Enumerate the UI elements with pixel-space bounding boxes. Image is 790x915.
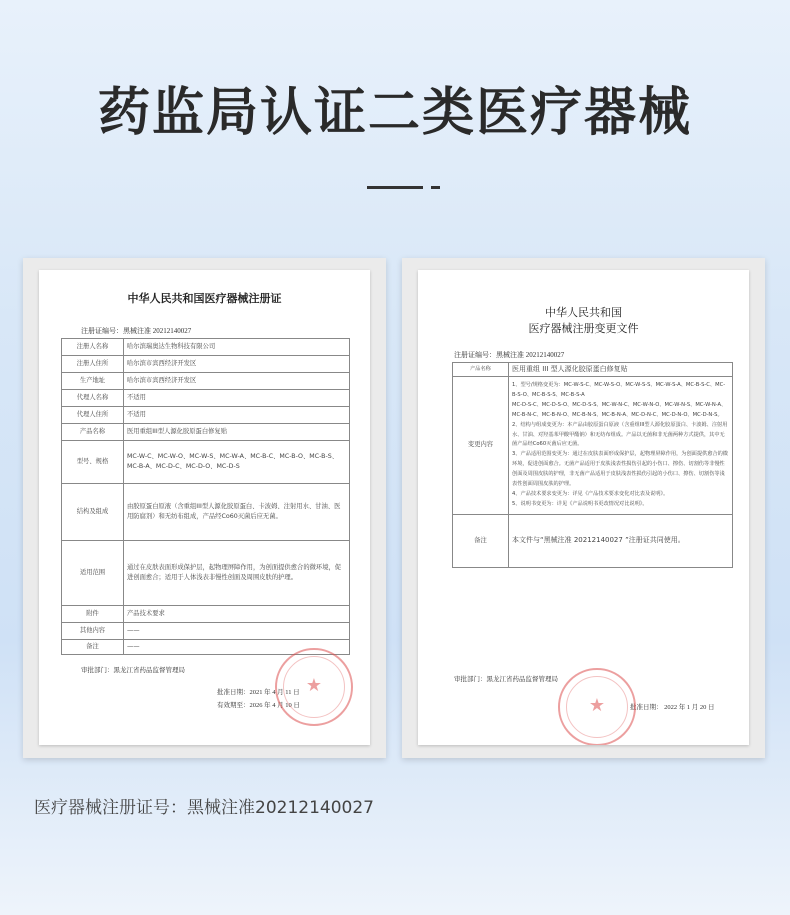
row-label: 型号、规格 <box>62 441 124 484</box>
row-value: —— <box>124 623 350 640</box>
row-label: 备注 <box>62 640 124 655</box>
change-content <box>509 377 733 514</box>
row-label: 产品名称 <box>62 424 124 441</box>
row-label: 适用范围 <box>62 541 124 606</box>
row-value: 产品技术要求 <box>124 606 350 623</box>
page-headline: 药监局认证二类医疗器械 <box>97 83 692 143</box>
change-item: 3、产品适用范围变更为：通过在皮肤表面形成保护层，起物理屏障作用，为创面提供愈合的微环境，促进创面愈合。无菌产品适用于皮肤浅表性损伤引起的小伤口、擦伤、切割伤等非慢性创面及周围皮肤的护理，非无菌产品适用于皮肤浅表性损伤引起的小伤口、擦伤、切割伤等浅表性创面周围皮肤的护理。 <box>512 451 728 487</box>
row-value: 不适用 <box>124 390 350 407</box>
table-row <box>62 606 350 623</box>
row-value: MC-W-C、MC-W-O、MC-W-S、MC-W-A、MC-B-C、MC-B-O、MC-B-S、MC-B-A、MC-D-C、MC-D-O、MC-D-S <box>124 441 350 484</box>
change-reg-no <box>454 350 564 360</box>
change-item: 4、产品技术要求变更为：详见《产品技术要求变化对比表及说明》。 <box>512 490 669 497</box>
row-label: 结构及组成 <box>62 484 124 541</box>
row-value: 哈尔滨市宾西经济开发区 <box>124 373 350 390</box>
change-table <box>452 362 733 568</box>
row-label: 注册人住所 <box>62 356 124 373</box>
registration-caption: 医疗器械注册证号：黑械注准20212140027 <box>34 798 374 818</box>
row-value: 通过在皮肤表面形成保护层，起物理屏障作用，为创面提供愈合的微环境，促进创面愈合；适用于人体浅表非慢性创面及周围皮肤的护理。 <box>124 541 350 606</box>
row-value: —— <box>124 640 350 655</box>
change-title-line1: 中华人民共和国 <box>545 306 622 319</box>
change-label: 变更内容 <box>453 377 509 514</box>
certificate-table <box>61 338 350 655</box>
row-label: 代理人名称 <box>62 390 124 407</box>
table-row <box>62 356 350 373</box>
reg-no-label: 注册证编号： <box>81 327 123 335</box>
registration-certificate-card <box>23 258 386 758</box>
change-item: 1、型号/规格变更为：MC-W-S-C、MC-W-S-O、MC-W-S-S、MC-W-S-A、MC-B-S-C、MC-B-S-O、MC-B-S-S、MC-B-S-A <box>512 382 726 399</box>
change-item: MC-D-S-C、MC-D-S-O、MC-D-S-S、MC-W-N-C、MC-W-N-O、MC-W-N-S、MC-W-N-A、MC-B-N-C、MC-B-N-O、MC-B-N-S、MC-B-N-A、MC-D-N-C、MC-D-N-O、MC-D-N-S。 <box>512 401 727 418</box>
row-value: 医用重组III型人源化胶原蛋白修复贴 <box>124 424 350 441</box>
title-divider <box>367 186 423 189</box>
row-value: 由胶原蛋白原液（含重组III型人源化胶原蛋白、卡波姆、注射用水、甘油、医用防腐剂）和无纺布组成，产品经Co60灭菌后应无菌。 <box>124 484 350 541</box>
row-label: 附件 <box>62 606 124 623</box>
change-authority: 审批部门：黑龙江省药品监督管理局 <box>454 676 558 683</box>
table-row <box>62 541 350 606</box>
change-reg-no-label: 注册证编号： <box>454 351 496 359</box>
table-row <box>62 390 350 407</box>
change-item: 2、结构与组成变更为：本产品由胶原蛋白原液（含重组III型人源化胶原蛋白、卡波姆、注射用水、甘油、对羟基苯甲酸甲酯钠）和无纺布组成。产品以无菌和非无菌两种方式提供，其中无菌产品经Co60灭菌后应无菌。 <box>512 421 728 448</box>
table-row <box>62 424 350 441</box>
table-row <box>62 484 350 541</box>
table-row <box>62 623 350 640</box>
certificate-reg-no <box>81 326 191 336</box>
row-value: 哈尔滨市宾西经济开发区 <box>124 356 350 373</box>
note-value: 本文件与“黑械注准 20212140027 ”注册证共同使用。 <box>509 514 733 567</box>
table-row <box>62 407 350 424</box>
table-row <box>453 514 733 567</box>
table-row <box>62 339 350 356</box>
table-row <box>62 373 350 390</box>
row-label: 生产地址 <box>62 373 124 390</box>
row-label: 代理人住所 <box>62 407 124 424</box>
registration-change-paper <box>418 270 749 745</box>
table-row <box>62 441 350 484</box>
table-row <box>453 363 733 377</box>
certificate-authority: 审批部门：黑龙江省药品监督管理局 <box>81 667 185 674</box>
official-seal: ★ <box>275 648 353 726</box>
change-title-line2: 医疗器械注册变更文件 <box>528 322 639 335</box>
official-seal: ★ <box>558 668 636 745</box>
change-approve-date: 批准日期： 2022 年 1 月 20 日 <box>630 704 715 711</box>
certificate-valid-until: 有效期至：2026 年 4 月 10 日 <box>217 702 300 709</box>
product-label: 产品名称 <box>453 363 509 377</box>
certificate-title: 中华人民共和国医疗器械注册证 <box>127 292 282 305</box>
table-row <box>453 377 733 514</box>
registration-certificate-paper <box>39 270 370 745</box>
row-value: 不适用 <box>124 407 350 424</box>
change-reg-no-value: 黑械注准 20212140027 <box>496 351 565 359</box>
reg-no-value: 黑械注准 20212140027 <box>123 327 192 335</box>
change-item: 5、说明书变更为：详见《产品说明书更改情况对比说明》。 <box>512 500 648 507</box>
note-label: 备注 <box>453 514 509 567</box>
row-label: 注册人名称 <box>62 339 124 356</box>
row-value: 哈尔滨瑞奥达生物科技有限公司 <box>124 339 350 356</box>
title-divider-accent <box>431 186 440 189</box>
row-label: 其他内容 <box>62 623 124 640</box>
registration-change-card <box>402 258 765 758</box>
certificate-approve-date: 批准日期：2021 年 4 月 11 日 <box>217 689 300 696</box>
product-value: 医用重组 III 型人源化胶原蛋白修复贴 <box>509 363 733 377</box>
